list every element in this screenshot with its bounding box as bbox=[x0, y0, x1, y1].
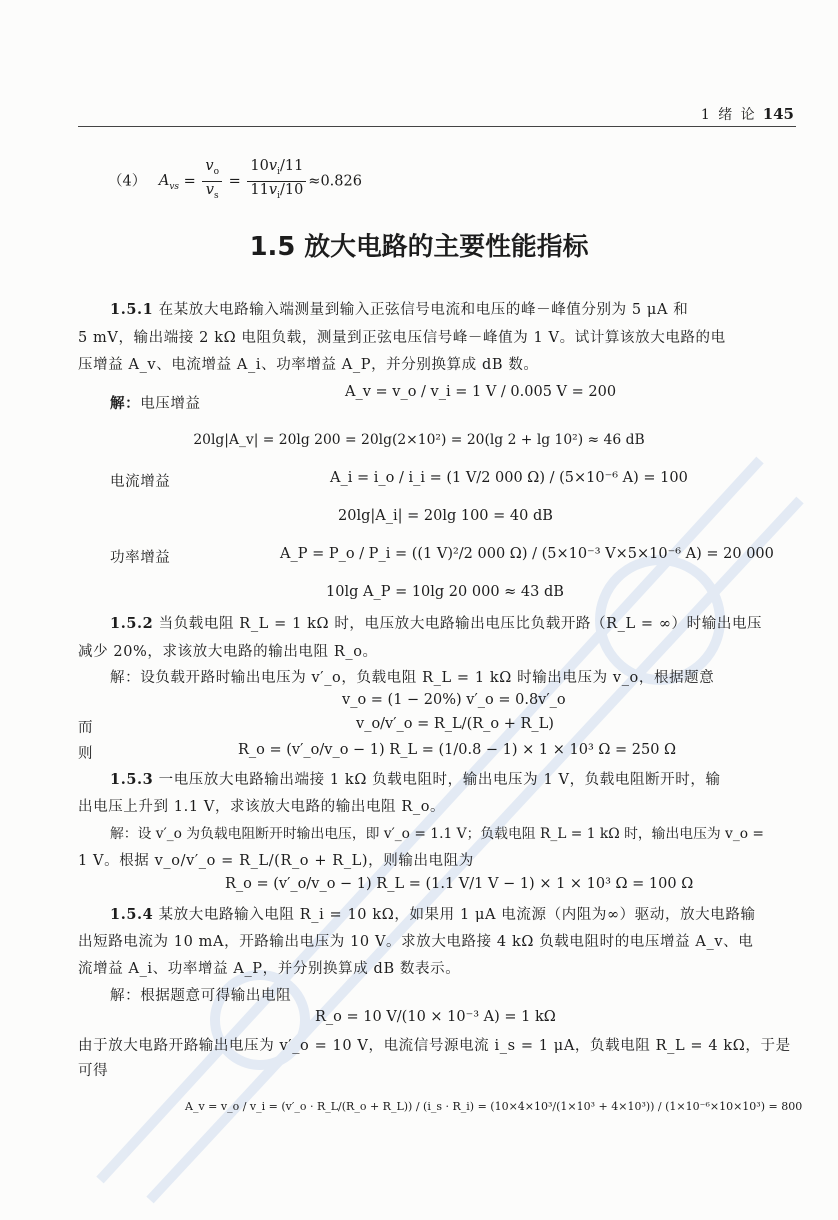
eq-power-gain-db: 10lg A_P = 10lg 20 000 ≈ 43 dB bbox=[326, 584, 564, 600]
power-gain-label: 功率增益 bbox=[110, 550, 171, 566]
problem-1-5-4-line1 bbox=[110, 903, 756, 924]
eq-1-5-3: R_o = (v′_o/v_o − 1) R_L = (1.1 V/1 V − 1) × 1 × 10³ Ω = 100 Ω bbox=[225, 876, 694, 892]
problem-1-5-1-line1 bbox=[110, 298, 688, 319]
problem-1-5-2-line1 bbox=[110, 612, 762, 633]
voltage-gain-label: 电压增益 bbox=[140, 396, 201, 412]
solution-1-5-1 bbox=[110, 392, 201, 413]
problem-number: 1.5.3 bbox=[110, 771, 154, 788]
then-label: 则 bbox=[78, 746, 94, 762]
problem-1-5-4-line5: 可得 bbox=[78, 1063, 109, 1079]
problem-1-5-4-line4: 由于放大电路开路输出电压为 v′_o = 10 V，电流信号源电流 i_s = 1 μA，负载电阻 R_L = 4 kΩ，于是 bbox=[78, 1038, 791, 1054]
problem-1-5-3-line1 bbox=[110, 768, 721, 789]
solution-label: 解： bbox=[110, 395, 141, 412]
solution-1-5-3-line1: 解：设 v′_o 为负载电阻断开时输出电压，即 v′_o = 1.1 V；负载电阻 R_L = 1 kΩ 时，输出电压为 v_o = bbox=[110, 826, 764, 842]
problem-1-5-4-line3: 流增益 A_i、功率增益 A_P，并分别换算成 dB 数表示。 bbox=[78, 961, 461, 977]
eq-current-gain: A_i = i_o / i_i = (1 V/2 000 Ω) / (5×10⁻⁶ A) = 100 bbox=[330, 470, 688, 486]
and-label: 而 bbox=[78, 720, 94, 736]
running-head bbox=[701, 104, 794, 124]
problem-1-5-2-line2: 减少 20%，求该放大电路的输出电阻 R_o。 bbox=[78, 644, 378, 660]
problem-text: 某放大电路输入电阻 R_i = 10 kΩ，如果用 1 μA 电流源（内阻为∞）驱动，放大电路输 bbox=[158, 907, 756, 923]
solution-1-5-4: 解：根据题意可得输出电阻 bbox=[110, 988, 292, 1004]
page-number: 145 bbox=[762, 105, 794, 123]
problem-text: 在某放大电路输入端测量到输入正弦信号电流和电压的峰－峰值分别为 5 μA 和 bbox=[158, 302, 689, 318]
eq-1-5-4-ro: R_o = 10 V/(10 × 10⁻³ A) = 1 kΩ bbox=[315, 1009, 556, 1025]
header-rule bbox=[78, 126, 796, 127]
eq-power-gain: A_P = P_o / P_i = ((1 V)²/2 000 Ω) / (5×10⁻³ V×5×10⁻⁶ A) = 20 000 bbox=[280, 546, 774, 562]
eq-current-gain-db: 20lg|A_i| = 20lg 100 = 40 dB bbox=[338, 508, 553, 524]
eq-1-5-4-av: A_v = v_o / v_i = (v′_o · R_L/(R_o + R_L)) / (i_s · R_i) = (10×4×10³/(1×10³ + 4×10³)) / (1×10⁻⁶×10×10³) = 800 bbox=[185, 1100, 803, 1113]
problem-text: 当负载电阻 R_L = 1 kΩ 时，电压放大电路输出电压比负载开路（R_L = ∞）时输出电压 bbox=[158, 616, 763, 632]
problem-1-5-1-line3: 压增益 A_v、电流增益 A_i、功率增益 A_P，并分别换算成 dB 数。 bbox=[78, 357, 539, 373]
eq-1-5-2-b: v_o/v′_o = R_L/(R_o + R_L) bbox=[356, 716, 554, 732]
solution-1-5-2: 解：设负载开路时输出电压为 v′_o，负载电阻 R_L = 1 kΩ 时输出电压为 v_o，根据题意 bbox=[110, 670, 715, 686]
eq-voltage-gain-db: 20lg|A_v| = 20lg 200 = 20lg(2×10²) = 20(lg 2 + lg 10²) ≈ 46 dB bbox=[193, 432, 645, 448]
problem-number: 1.5.4 bbox=[110, 906, 154, 923]
problem-1-5-1-line2: 5 mV，输出端接 2 kΩ 电阻负载，测量到正弦电压信号峰－峰值为 1 V。试计算该放大电路的电 bbox=[78, 330, 726, 346]
problem-text: 一电压放大电路输出端接 1 kΩ 负载电阻时，输出电压为 1 V，负载电阻断开时，输 bbox=[158, 772, 721, 788]
current-gain-label: 电流增益 bbox=[110, 474, 171, 490]
solution-1-5-3-line2: 1 V。根据 v_o/v′_o = R_L/(R_o + R_L)，则输出电阻为 bbox=[78, 853, 474, 869]
eq-1-5-2-a: v_o = (1 − 20%) v′_o = 0.8v′_o bbox=[342, 692, 566, 708]
problem-number: 1.5.2 bbox=[110, 615, 154, 632]
section-title: 1.5 放大电路的主要性能指标 bbox=[249, 232, 589, 262]
top-equation: （4） $A_{vs}$ = $\frac{v_o}{v_s}$ = $\frac{10v_i/11}{11v_i/10}$ ≈0.826 bbox=[108, 158, 362, 201]
top-equation-label: （4） bbox=[108, 173, 147, 190]
problem-1-5-4-line2: 出短路电流为 10 mA，开路输出电压为 10 V。求放大电路接 4 kΩ 负载电阻时的电压增益 A_v、电 bbox=[78, 934, 754, 950]
problem-number: 1.5.1 bbox=[110, 301, 154, 318]
eq-voltage-gain: A_v = v_o / v_i = 1 V / 0.005 V = 200 bbox=[345, 384, 617, 400]
eq-1-5-2-c: R_o = (v′_o/v_o − 1) R_L = (1/0.8 − 1) × 1 × 10³ Ω = 250 Ω bbox=[238, 742, 677, 758]
problem-1-5-3-line2: 出电压上升到 1.1 V，求该放大电路的输出电阻 R_o。 bbox=[78, 799, 446, 815]
chapter-label: 1 绪 论 bbox=[700, 107, 757, 123]
